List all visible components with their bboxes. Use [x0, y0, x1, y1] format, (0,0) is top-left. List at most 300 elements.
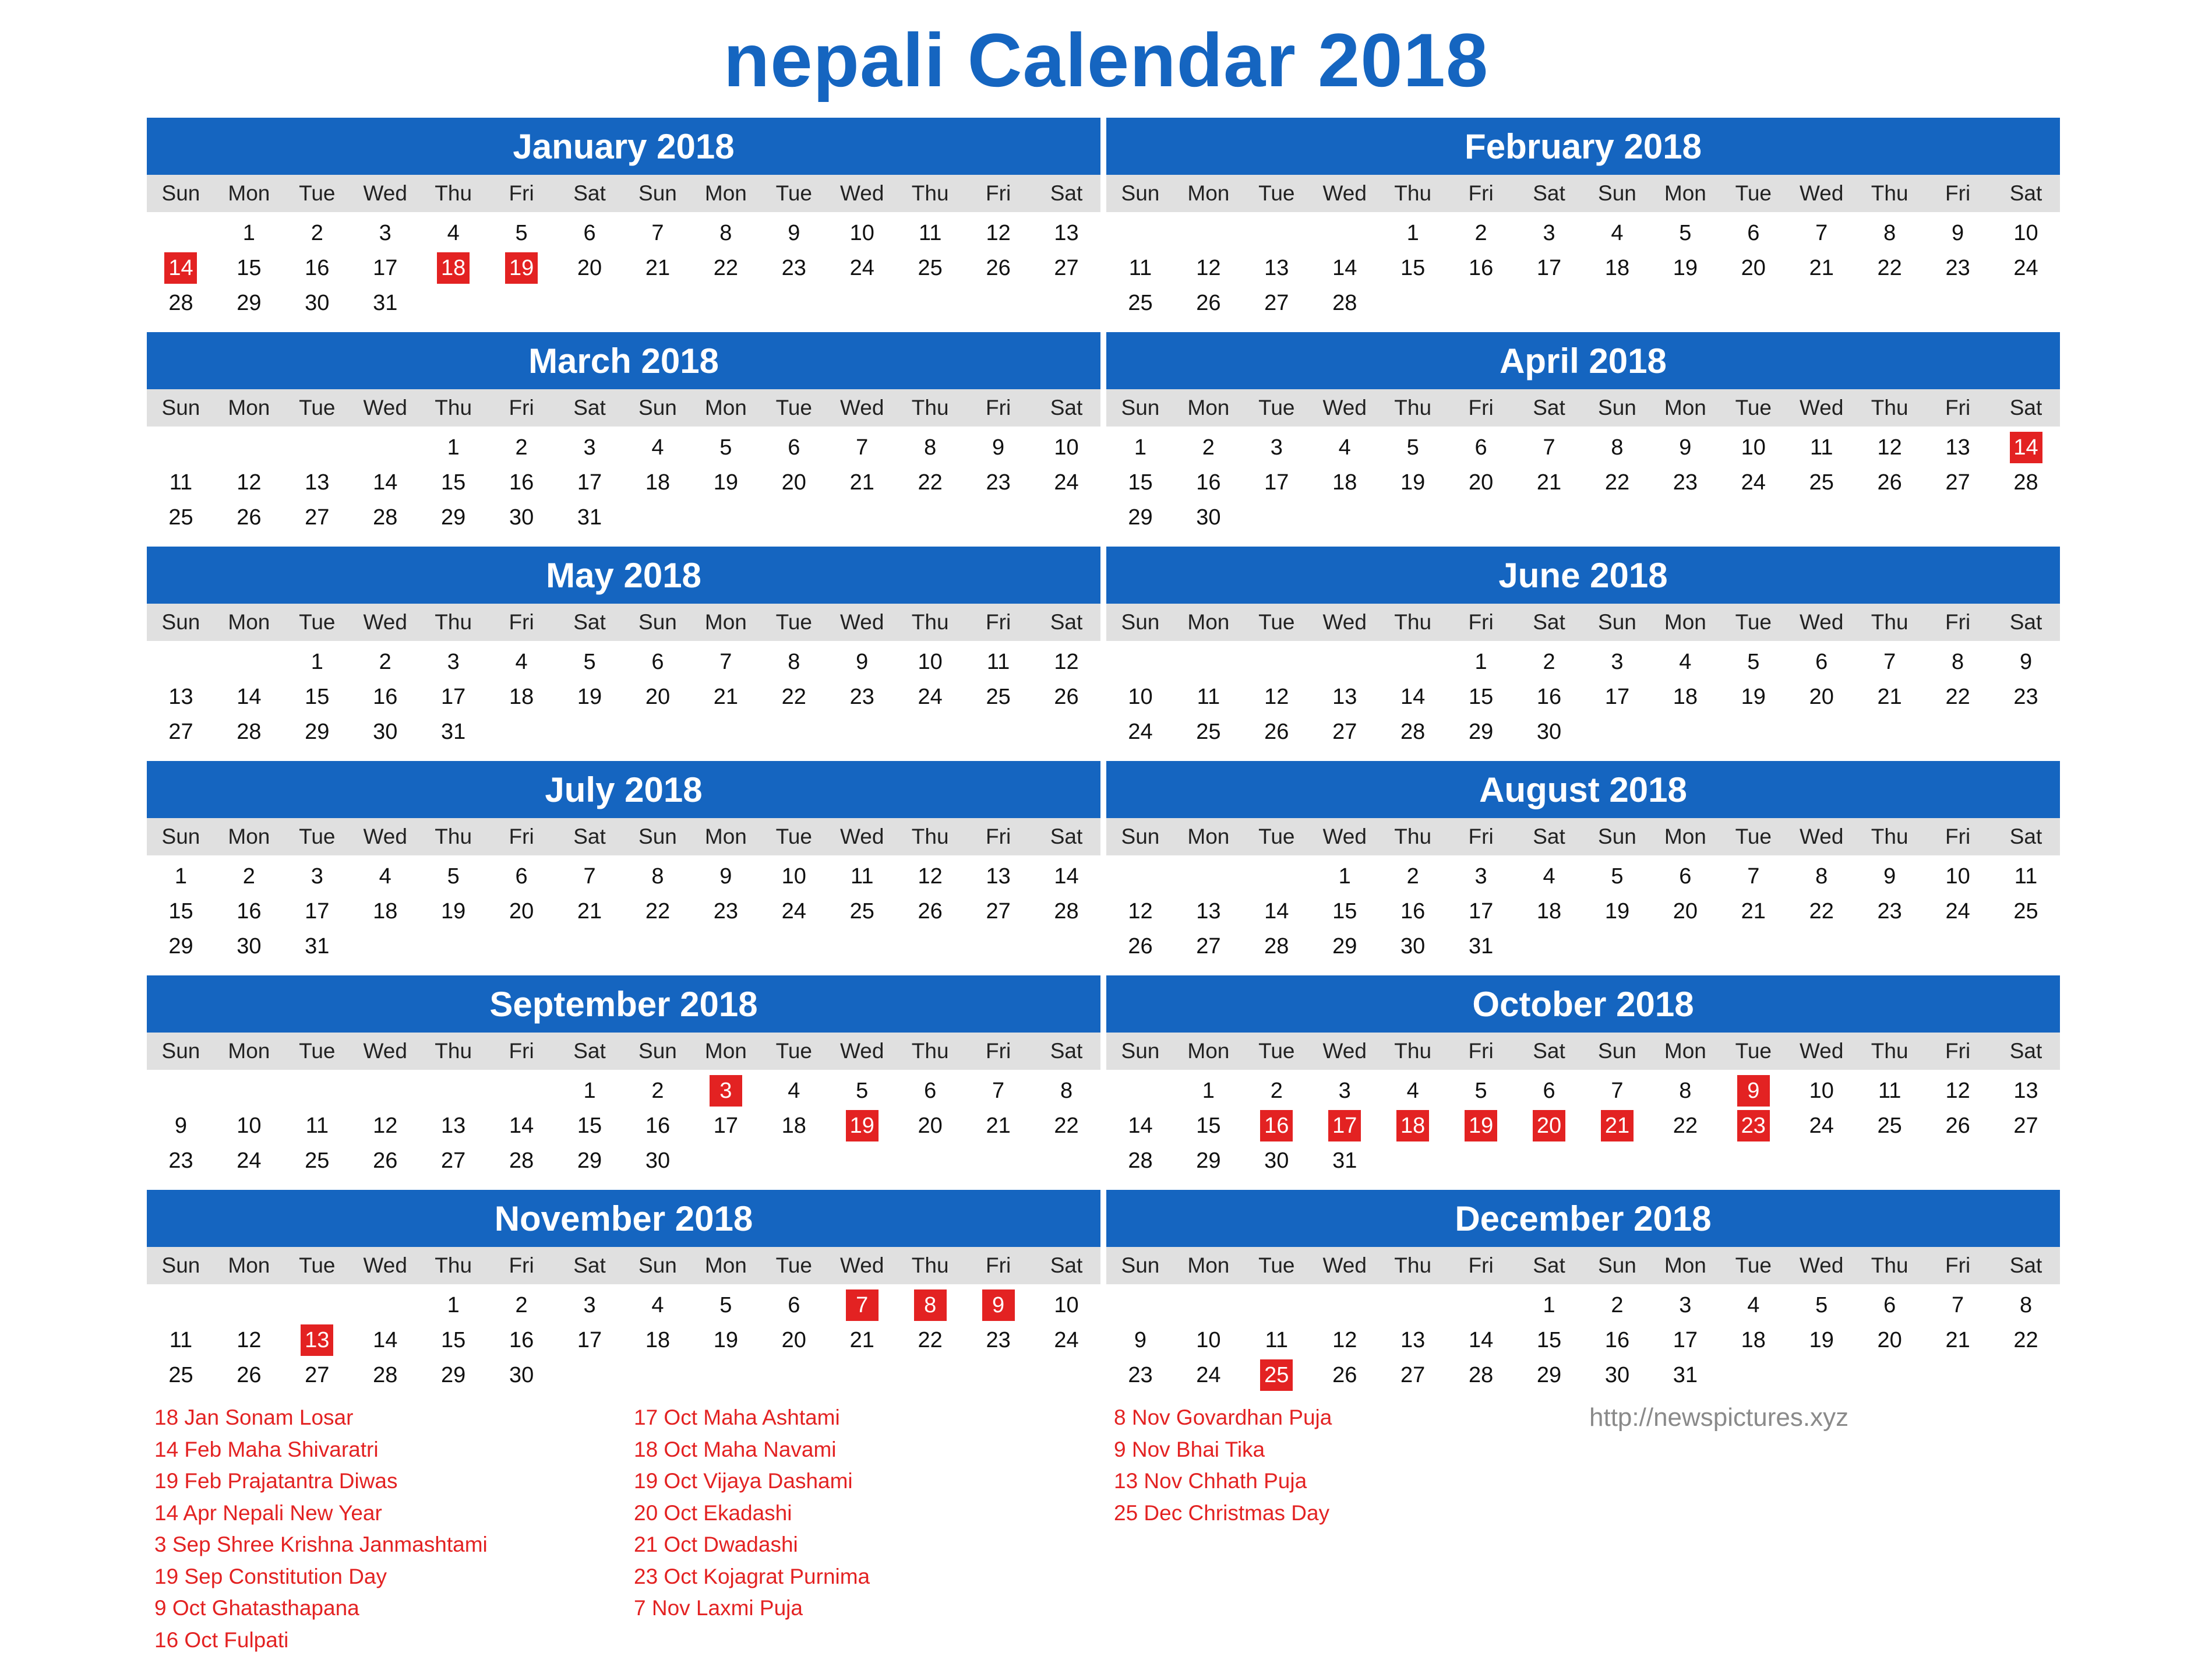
- weekday-label: Mon: [1651, 175, 1719, 212]
- day-number: 24: [1124, 716, 1156, 748]
- holiday-day-cell: [896, 1288, 964, 1323]
- day-number: 11: [164, 1324, 197, 1356]
- day-number: 30: [641, 1145, 674, 1176]
- weekday-label: Fri: [1924, 1247, 1992, 1284]
- day-number: 4: [778, 1075, 810, 1107]
- day-cell: [1106, 929, 1174, 964]
- day-grid: [1106, 1288, 2060, 1393]
- day-cell: [1447, 1323, 1515, 1358]
- day-cell: [1992, 679, 2060, 714]
- day-cell: [556, 859, 624, 894]
- weekday-label: Mon: [692, 175, 760, 212]
- month-title: August 2018: [1106, 761, 2060, 818]
- weekday-label: Fri: [1924, 389, 1992, 427]
- weekday-label: Sun: [1106, 604, 1174, 641]
- day-number: 19: [846, 1110, 879, 1141]
- weekday-label: Sat: [1515, 1247, 1583, 1284]
- weekday-label: Sun: [1106, 389, 1174, 427]
- day-number: 11: [164, 467, 197, 498]
- day-number: 9: [1737, 1075, 1770, 1107]
- holiday-list-item: 19 Oct Vijaya Dashami: [634, 1465, 870, 1498]
- weekday-label: Sat: [1515, 604, 1583, 641]
- day-number: 15: [437, 1324, 470, 1356]
- day-number: 9: [1942, 217, 1974, 249]
- day-number: 3: [1260, 432, 1293, 463]
- day-number: 26: [1124, 931, 1156, 962]
- day-number: 5: [505, 217, 538, 249]
- day-number: 9: [1669, 432, 1702, 463]
- day-cell: [964, 216, 1032, 251]
- holiday-list-item: 9 Nov Bhai Tika: [1114, 1434, 1332, 1466]
- day-number: 11: [914, 217, 947, 249]
- weekday-header-row: [147, 604, 1100, 641]
- day-number: 3: [369, 217, 401, 249]
- day-cell: [828, 894, 896, 929]
- day-number: 12: [1328, 1324, 1361, 1356]
- day-number: 18: [437, 252, 470, 284]
- day-number: 5: [437, 861, 470, 892]
- day-number: 19: [1737, 681, 1770, 713]
- day-cell: [419, 1358, 488, 1393]
- holiday-day-cell: [419, 251, 488, 286]
- empty-day-cell: [1243, 1288, 1311, 1323]
- day-number: 23: [1874, 896, 1906, 927]
- day-number: 21: [1601, 1110, 1634, 1141]
- day-cell: [1106, 286, 1174, 320]
- day-number: 22: [914, 1324, 947, 1356]
- day-number: 5: [1805, 1289, 1838, 1321]
- weekday-label: Fri: [1924, 1033, 1992, 1070]
- weekday-label: Fri: [1447, 175, 1515, 212]
- day-number: 29: [164, 931, 197, 962]
- day-cell: [1447, 714, 1515, 749]
- empty-day-cell: [1174, 644, 1243, 679]
- day-number: 4: [505, 646, 538, 678]
- day-number: 27: [164, 716, 197, 748]
- weekday-label: Mon: [1174, 1247, 1243, 1284]
- day-cell: [964, 679, 1032, 714]
- weekday-label: Tue: [760, 818, 828, 855]
- day-number: 24: [1050, 1324, 1083, 1356]
- day-number: 4: [641, 1289, 674, 1321]
- weekday-label: Sun: [1106, 1247, 1174, 1284]
- day-number: 28: [1260, 931, 1293, 962]
- day-cell: [488, 465, 556, 500]
- weekday-label: Sun: [1106, 175, 1174, 212]
- day-cell: [692, 644, 760, 679]
- day-number: 15: [1192, 1110, 1225, 1141]
- day-number: 10: [1805, 1075, 1838, 1107]
- day-number: 28: [2010, 467, 2042, 498]
- day-number: 26: [982, 252, 1015, 284]
- day-number: 22: [1874, 252, 1906, 284]
- day-number: 6: [1874, 1289, 1906, 1321]
- day-cell: [419, 894, 488, 929]
- day-cell: [1379, 714, 1447, 749]
- day-number: 6: [1737, 217, 1770, 249]
- weekday-label: Sun: [624, 389, 692, 427]
- day-grid: [1106, 644, 2060, 749]
- day-number: 19: [710, 1324, 742, 1356]
- day-number: 25: [1124, 287, 1156, 319]
- day-number: 8: [1601, 432, 1634, 463]
- day-cell: [1379, 216, 1447, 251]
- day-cell: [1032, 1288, 1100, 1323]
- day-cell: [1311, 1358, 1379, 1393]
- day-cell: [1106, 1358, 1174, 1393]
- day-cell: [1243, 1143, 1311, 1178]
- day-cell: [1855, 216, 1924, 251]
- holiday-list-item: 7 Nov Laxmi Puja: [634, 1592, 870, 1625]
- day-number: 22: [2010, 1324, 2042, 1356]
- day-number: 17: [301, 896, 333, 927]
- weekday-label: Tue: [1719, 1247, 1787, 1284]
- holiday-list-item: 14 Apr Nepali New Year: [154, 1498, 488, 1530]
- day-number: 31: [437, 716, 470, 748]
- day-number: 18: [369, 896, 401, 927]
- day-cell: [1515, 1358, 1583, 1393]
- empty-day-cell: [283, 430, 351, 465]
- day-number: 24: [846, 252, 879, 284]
- day-cell: [147, 714, 215, 749]
- day-cell: [1379, 1323, 1447, 1358]
- day-cell: [1106, 714, 1174, 749]
- weekday-label: Fri: [488, 604, 556, 641]
- weekday-label: Fri: [964, 818, 1032, 855]
- day-cell: [283, 644, 351, 679]
- day-cell: [419, 714, 488, 749]
- day-number: 16: [641, 1110, 674, 1141]
- weekday-label: Mon: [215, 1033, 283, 1070]
- weekday-label: Mon: [215, 818, 283, 855]
- day-number: 18: [1737, 1324, 1770, 1356]
- month-block: [147, 1190, 1100, 1397]
- day-cell: [692, 859, 760, 894]
- day-cell: [488, 859, 556, 894]
- day-number: 29: [1465, 716, 1497, 748]
- day-number: 7: [846, 1289, 879, 1321]
- empty-day-cell: [1106, 216, 1174, 251]
- day-number: 21: [1942, 1324, 1974, 1356]
- day-number: 10: [1737, 432, 1770, 463]
- day-number: 22: [778, 681, 810, 713]
- day-number: 14: [1050, 861, 1083, 892]
- day-cell: [1106, 679, 1174, 714]
- day-number: 18: [1601, 252, 1634, 284]
- day-number: 2: [641, 1075, 674, 1107]
- day-cell: [283, 500, 351, 535]
- day-number: 28: [505, 1145, 538, 1176]
- day-number: 11: [2010, 861, 2042, 892]
- weekday-label: Tue: [283, 1247, 351, 1284]
- day-number: 14: [164, 252, 197, 284]
- day-cell: [351, 644, 419, 679]
- day-cell: [760, 251, 828, 286]
- day-cell: [1379, 430, 1447, 465]
- weekday-label: Wed: [351, 1033, 419, 1070]
- weekday-label: Mon: [1174, 389, 1243, 427]
- day-cell: [419, 679, 488, 714]
- day-number: 18: [1669, 681, 1702, 713]
- day-cell: [624, 679, 692, 714]
- day-number: 25: [1260, 1359, 1293, 1391]
- day-cell: [419, 465, 488, 500]
- day-number: 9: [846, 646, 879, 678]
- day-cell: [692, 430, 760, 465]
- empty-day-cell: [147, 216, 215, 251]
- day-number: 29: [301, 716, 333, 748]
- day-number: 23: [982, 467, 1015, 498]
- day-cell: [419, 1323, 488, 1358]
- holiday-day-cell: [1583, 1108, 1652, 1143]
- day-number: 20: [1805, 681, 1838, 713]
- day-cell: [419, 430, 488, 465]
- empty-day-cell: [1243, 216, 1311, 251]
- day-grid: [1106, 1073, 2060, 1178]
- day-number: 21: [641, 252, 674, 284]
- day-number: 16: [1533, 681, 1565, 713]
- day-cell: [1174, 430, 1243, 465]
- day-cell: [1515, 216, 1583, 251]
- day-number: 11: [1192, 681, 1225, 713]
- day-cell: [1583, 894, 1652, 929]
- weekday-label: Thu: [1379, 1247, 1447, 1284]
- month-title: December 2018: [1106, 1190, 2060, 1247]
- day-cell: [624, 430, 692, 465]
- day-number: 20: [1533, 1110, 1565, 1141]
- day-number: 27: [1328, 716, 1361, 748]
- day-cell: [1855, 430, 1924, 465]
- day-cell: [283, 859, 351, 894]
- day-number: 27: [1192, 931, 1225, 962]
- day-cell: [1787, 894, 1855, 929]
- day-cell: [1787, 251, 1855, 286]
- day-cell: [760, 1108, 828, 1143]
- day-cell: [1106, 1323, 1174, 1358]
- day-number: 24: [1805, 1110, 1838, 1141]
- day-cell: [1583, 1288, 1652, 1323]
- month-block: [147, 761, 1100, 968]
- day-cell: [1651, 1073, 1719, 1108]
- weekday-label: Mon: [692, 389, 760, 427]
- weekday-label: Thu: [896, 818, 964, 855]
- day-number: 24: [232, 1145, 265, 1176]
- weekday-label: Wed: [351, 818, 419, 855]
- weekday-label: Sun: [624, 175, 692, 212]
- day-number: 10: [1942, 861, 1974, 892]
- day-cell: [1583, 430, 1652, 465]
- day-number: 5: [1669, 217, 1702, 249]
- day-cell: [147, 465, 215, 500]
- day-grid: [1106, 216, 2060, 320]
- day-number: 13: [1396, 1324, 1429, 1356]
- day-cell: [760, 1288, 828, 1323]
- day-cell: [1924, 679, 1992, 714]
- day-number: 3: [1328, 1075, 1361, 1107]
- weekday-header-row: [147, 1247, 1100, 1284]
- day-cell: [1924, 859, 1992, 894]
- day-number: 11: [301, 1110, 333, 1141]
- day-number: 17: [1533, 252, 1565, 284]
- day-number: 7: [846, 432, 879, 463]
- day-cell: [1379, 251, 1447, 286]
- day-cell: [488, 679, 556, 714]
- day-number: 9: [778, 217, 810, 249]
- day-cell: [1719, 1288, 1787, 1323]
- day-cell: [1583, 644, 1652, 679]
- weekday-label: Tue: [283, 818, 351, 855]
- weekday-label: Fri: [488, 1033, 556, 1070]
- day-cell: [147, 1323, 215, 1358]
- day-number: 15: [164, 896, 197, 927]
- weekday-label: Wed: [828, 818, 896, 855]
- day-cell: [419, 1108, 488, 1143]
- weekday-label: Fri: [488, 175, 556, 212]
- day-cell: [215, 714, 283, 749]
- day-number: 9: [2010, 646, 2042, 678]
- day-cell: [488, 894, 556, 929]
- day-cell: [760, 644, 828, 679]
- day-number: 29: [437, 1359, 470, 1391]
- day-number: 14: [1396, 681, 1429, 713]
- day-cell: [1447, 679, 1515, 714]
- day-grid: [147, 1073, 1100, 1178]
- weekday-label: Tue: [760, 604, 828, 641]
- day-cell: [1515, 859, 1583, 894]
- weekday-label: Fri: [1447, 604, 1515, 641]
- day-cell: [1719, 430, 1787, 465]
- day-cell: [624, 251, 692, 286]
- day-cell: [1719, 894, 1787, 929]
- day-number: 11: [1260, 1324, 1293, 1356]
- weekday-label: Sun: [147, 1033, 215, 1070]
- day-cell: [1243, 679, 1311, 714]
- day-cell: [964, 1323, 1032, 1358]
- day-number: 18: [641, 467, 674, 498]
- weekday-label: Thu: [896, 389, 964, 427]
- day-number: 26: [369, 1145, 401, 1176]
- day-cell: [760, 430, 828, 465]
- holiday-day-cell: [488, 251, 556, 286]
- day-cell: [1924, 216, 1992, 251]
- holiday-day-cell: [147, 251, 215, 286]
- month-block: [1106, 1190, 2060, 1397]
- day-cell: [1515, 714, 1583, 749]
- day-cell: [488, 430, 556, 465]
- weekday-label: Tue: [283, 175, 351, 212]
- holiday-list-item: 13 Nov Chhath Puja: [1114, 1465, 1332, 1498]
- day-number: 14: [505, 1110, 538, 1141]
- day-number: 30: [1601, 1359, 1634, 1391]
- weekday-label: Wed: [828, 389, 896, 427]
- day-cell: [419, 859, 488, 894]
- day-cell: [1515, 894, 1583, 929]
- day-cell: [1787, 1073, 1855, 1108]
- day-number: 28: [1465, 1359, 1497, 1391]
- day-number: 2: [1601, 1289, 1634, 1321]
- day-number: 2: [301, 217, 333, 249]
- weekday-label: Sun: [1106, 818, 1174, 855]
- day-cell: [692, 216, 760, 251]
- day-cell: [1719, 1323, 1787, 1358]
- weekday-label: Tue: [283, 1033, 351, 1070]
- day-number: 13: [301, 1324, 333, 1356]
- weekday-label: Tue: [1719, 389, 1787, 427]
- day-cell: [1855, 859, 1924, 894]
- day-number: 18: [778, 1110, 810, 1141]
- day-number: 7: [1942, 1289, 1974, 1321]
- weekday-label: Sun: [1583, 604, 1652, 641]
- day-cell: [215, 216, 283, 251]
- day-cell: [1651, 465, 1719, 500]
- day-number: 21: [1737, 896, 1770, 927]
- weekday-label: Wed: [1787, 604, 1855, 641]
- empty-day-cell: [351, 1073, 419, 1108]
- day-number: 6: [1805, 646, 1838, 678]
- month-block: [147, 975, 1100, 1182]
- month-title: July 2018: [147, 761, 1100, 818]
- day-number: 12: [232, 1324, 265, 1356]
- empty-day-cell: [1174, 216, 1243, 251]
- day-cell: [1992, 1323, 2060, 1358]
- weekday-label: Tue: [1243, 818, 1311, 855]
- day-number: 25: [164, 1359, 197, 1391]
- weekday-label: Sun: [1106, 1033, 1174, 1070]
- weekday-label: Fri: [1447, 389, 1515, 427]
- month-block: [1106, 332, 2060, 539]
- month-block: [1106, 118, 2060, 325]
- weekday-label: Thu: [1855, 1033, 1924, 1070]
- holiday-list-item: 3 Sep Shree Krishna Janmashtami: [154, 1529, 488, 1561]
- day-number: 14: [369, 1324, 401, 1356]
- weekday-label: Sat: [556, 1247, 624, 1284]
- day-cell: [1032, 1073, 1100, 1108]
- day-number: 16: [1396, 896, 1429, 927]
- day-number: 18: [505, 681, 538, 713]
- empty-day-cell: [1311, 216, 1379, 251]
- day-cell: [1787, 1323, 1855, 1358]
- day-number: 6: [914, 1075, 947, 1107]
- day-number: 29: [1124, 502, 1156, 533]
- day-cell: [488, 216, 556, 251]
- day-cell: [1651, 859, 1719, 894]
- day-cell: [556, 894, 624, 929]
- day-number: 15: [1533, 1324, 1565, 1356]
- weekday-label: Thu: [1379, 175, 1447, 212]
- day-cell: [1924, 430, 1992, 465]
- day-number: 29: [437, 502, 470, 533]
- day-number: 8: [914, 432, 947, 463]
- day-number: 15: [1328, 896, 1361, 927]
- day-cell: [556, 1323, 624, 1358]
- day-cell: [1106, 251, 1174, 286]
- weekday-label: Sun: [147, 175, 215, 212]
- weekday-label: Wed: [351, 175, 419, 212]
- weekday-label: Fri: [1447, 1033, 1515, 1070]
- holiday-list-item: 14 Feb Maha Shivaratri: [154, 1434, 488, 1466]
- day-cell: [1174, 286, 1243, 320]
- day-cell: [1447, 1358, 1515, 1393]
- day-number: 19: [1805, 1324, 1838, 1356]
- day-number: 3: [1601, 646, 1634, 678]
- day-cell: [1855, 1108, 1924, 1143]
- day-cell: [896, 1323, 964, 1358]
- day-grid: [147, 859, 1100, 964]
- weekday-label: Sun: [624, 604, 692, 641]
- holiday-day-cell: [1447, 1108, 1515, 1143]
- day-number: 10: [1192, 1324, 1225, 1356]
- day-number: 1: [1533, 1289, 1565, 1321]
